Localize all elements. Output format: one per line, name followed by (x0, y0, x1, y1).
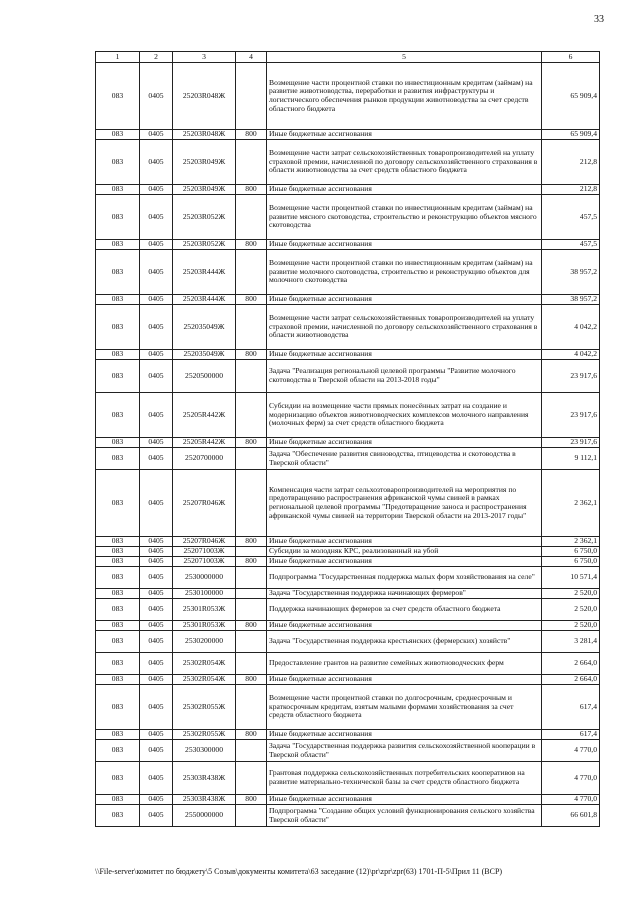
item-name-cell: Возмещение части процентной ставки по инвестиционным кредитам (займам) на развитие животноводства, переработки и развития инфраструктуры и логистического обеспечения рынков продукции животноводства за счет средств областного бюджета (267, 63, 542, 130)
table-row (96, 685, 600, 730)
item-name-cell: Задача "Государственная поддержка начинающих фермеров" (267, 589, 542, 599)
section-code-cell: 0405 (140, 448, 173, 470)
expense-type-cell (236, 305, 267, 350)
item-name-cell: Субсидии на возмещение части прямых понесённых затрат на создание и модернизацию объектов животноводческих комплексов молочного направления (молочных ферм) за счет средств областного бюджета (267, 393, 542, 438)
table-row (96, 567, 600, 589)
expense-type-cell: 800 (236, 621, 267, 631)
gr-code-cell: 083 (96, 589, 140, 599)
table-row (96, 438, 600, 448)
table-row (96, 63, 600, 130)
item-name-cell: Предоставление грантов на развитие семейных животноводческих ферм (267, 653, 542, 675)
amount-cell: 65 909,4 (542, 63, 600, 130)
item-name-cell: Возмещение части процентной ставки по долгосрочным, среднесрочным и краткосрочным кредитам, взятым малыми формами хозяйствования за счет средств областного бюджета (267, 685, 542, 730)
amount-cell: 617,4 (542, 685, 600, 730)
item-name-cell: Иные бюджетные ассигнования (267, 240, 542, 250)
section-code-cell: 0405 (140, 653, 173, 675)
item-name-cell: Иные бюджетные ассигнования (267, 621, 542, 631)
table-row (96, 730, 600, 740)
table-row (96, 185, 600, 195)
expense-type-cell: 800 (236, 730, 267, 740)
target-article-cell: 25301R053Ж (173, 599, 236, 621)
target-article-cell: 25203R052Ж (173, 240, 236, 250)
amount-cell: 457,5 (542, 195, 600, 240)
amount-cell: 23 917,6 (542, 360, 600, 393)
item-name-cell: Иные бюджетные ассигнования (267, 185, 542, 195)
table-row (96, 589, 600, 599)
expense-type-cell (236, 63, 267, 130)
amount-cell: 457,5 (542, 240, 600, 250)
amount-cell: 4 770,0 (542, 795, 600, 805)
target-article-cell: 25203R049Ж (173, 140, 236, 185)
amount-cell: 23 917,6 (542, 438, 600, 448)
expense-type-cell (236, 393, 267, 438)
target-article-cell: 2520700000 (173, 448, 236, 470)
item-name-cell: Иные бюджетные ассигнования (267, 350, 542, 360)
amount-cell: 212,8 (542, 140, 600, 185)
target-article-cell: 25303R438Ж (173, 762, 236, 795)
section-code-cell: 0405 (140, 140, 173, 185)
section-code-cell: 0405 (140, 360, 173, 393)
expense-type-cell (236, 470, 267, 537)
expense-type-cell (236, 653, 267, 675)
item-name-cell: Иные бюджетные ассигнования (267, 675, 542, 685)
gr-code-cell: 083 (96, 621, 140, 631)
expense-type-cell (236, 360, 267, 393)
item-name-cell: Задача "Реализация региональной целевой программы "Развитие молочного скотоводства в Тверской области на 2013-2018 годы" (267, 360, 542, 393)
amount-cell: 617,4 (542, 730, 600, 740)
amount-cell: 2 664,0 (542, 653, 600, 675)
table-row (96, 795, 600, 805)
item-name-cell: Подпрограмма "Государственная поддержка малых форм хозяйствования на селе" (267, 567, 542, 589)
target-article-cell: 2530000000 (173, 567, 236, 589)
gr-code-cell: 083 (96, 295, 140, 305)
gr-code-cell: 083 (96, 685, 140, 730)
amount-cell: 4 770,0 (542, 740, 600, 762)
gr-code-cell: 083 (96, 393, 140, 438)
target-article-cell: 2530300000 (173, 740, 236, 762)
target-article-cell: 252071003Ж (173, 557, 236, 567)
target-article-cell: 25303R438Ж (173, 795, 236, 805)
amount-cell: 2 520,0 (542, 621, 600, 631)
amount-cell: 2 362,1 (542, 470, 600, 537)
section-code-cell: 0405 (140, 185, 173, 195)
table-row (96, 631, 600, 653)
expense-type-cell: 800 (236, 557, 267, 567)
amount-cell: 2 362,1 (542, 537, 600, 547)
expense-type-cell: 800 (236, 185, 267, 195)
section-code-cell: 0405 (140, 537, 173, 547)
gr-code-cell: 083 (96, 185, 140, 195)
expense-type-cell: 800 (236, 537, 267, 547)
gr-code-cell: 083 (96, 470, 140, 537)
table-row (96, 350, 600, 360)
expense-type-cell: 800 (236, 295, 267, 305)
column-header: 3 (173, 52, 236, 63)
gr-code-cell: 083 (96, 130, 140, 140)
target-article-cell: 25205R442Ж (173, 393, 236, 438)
file-path-footer: \\File-server\комитет по бюджету\5 Созыв\документы комитета\63 заседание (12)\pr\zpr\zpr(63) 1701-П-5\Прил 11 (ВСР) (95, 867, 503, 876)
amount-cell: 4 042,2 (542, 350, 600, 360)
section-code-cell: 0405 (140, 805, 173, 827)
item-name-cell: Субсидии за молодняк КРС, реализованный на убой (267, 547, 542, 557)
table-row (96, 240, 600, 250)
section-code-cell: 0405 (140, 470, 173, 537)
column-header: 6 (542, 52, 600, 63)
section-code-cell: 0405 (140, 63, 173, 130)
expense-type-cell: 800 (236, 350, 267, 360)
table-row (96, 740, 600, 762)
item-name-cell: Задача "Государственная поддержка развития сельскохозяйственной кооперации в Тверской области" (267, 740, 542, 762)
gr-code-cell: 083 (96, 653, 140, 675)
expense-type-cell (236, 547, 267, 557)
item-name-cell: Подпрограмма "Создание общих условий функционирования сельского хозяйства Тверской области" (267, 805, 542, 827)
table-body (96, 63, 600, 827)
target-article-cell: 252035049Ж (173, 350, 236, 360)
gr-code-cell: 083 (96, 631, 140, 653)
gr-code-cell: 083 (96, 350, 140, 360)
target-article-cell: 25302R054Ж (173, 653, 236, 675)
section-code-cell: 0405 (140, 250, 173, 295)
section-code-cell: 0405 (140, 795, 173, 805)
amount-cell: 9 112,1 (542, 448, 600, 470)
expense-type-cell (236, 599, 267, 621)
table-row (96, 805, 600, 827)
gr-code-cell: 083 (96, 805, 140, 827)
item-name-cell: Задача "Обеспечение развития свиноводства, птицеводства и скотоводства в Тверской области" (267, 448, 542, 470)
table-row (96, 557, 600, 567)
target-article-cell: 25203R444Ж (173, 250, 236, 295)
amount-cell: 2 520,0 (542, 599, 600, 621)
target-article-cell: 25203R048Ж (173, 63, 236, 130)
amount-cell: 10 571,4 (542, 567, 600, 589)
item-name-cell: Компенсация части затрат сельхозтоваропроизводителей на мероприятия по предотвращению распространения африканской чумы свиней в рамках региональной целевой программы "Предотвращение заноса и распространения африканской чумы свиней на территории Тверской области на 2013-2017 годы" (267, 470, 542, 537)
amount-cell: 6 750,0 (542, 547, 600, 557)
table-row (96, 360, 600, 393)
section-code-cell: 0405 (140, 621, 173, 631)
section-code-cell: 0405 (140, 350, 173, 360)
budget-table (95, 51, 600, 827)
target-article-cell: 25207R046Ж (173, 537, 236, 547)
gr-code-cell: 083 (96, 557, 140, 567)
section-code-cell: 0405 (140, 567, 173, 589)
expense-type-cell (236, 140, 267, 185)
item-name-cell: Иные бюджетные ассигнования (267, 557, 542, 567)
table-row (96, 621, 600, 631)
gr-code-cell: 083 (96, 547, 140, 557)
amount-cell: 38 957,2 (542, 250, 600, 295)
expense-type-cell (236, 567, 267, 589)
section-code-cell: 0405 (140, 438, 173, 448)
gr-code-cell: 083 (96, 599, 140, 621)
expense-type-cell: 800 (236, 438, 267, 448)
column-header: 4 (236, 52, 267, 63)
section-code-cell: 0405 (140, 393, 173, 438)
target-article-cell: 25302R054Ж (173, 675, 236, 685)
amount-cell: 4 042,2 (542, 305, 600, 350)
amount-cell: 3 281,4 (542, 631, 600, 653)
table-row (96, 653, 600, 675)
expense-type-cell (236, 589, 267, 599)
expense-type-cell (236, 195, 267, 240)
target-article-cell: 25302R055Ж (173, 685, 236, 730)
table-row (96, 547, 600, 557)
table-row (96, 393, 600, 438)
item-name-cell: Иные бюджетные ассигнования (267, 537, 542, 547)
page-number: 33 (594, 14, 604, 25)
target-article-cell: 25302R055Ж (173, 730, 236, 740)
table-row (96, 305, 600, 350)
section-code-cell: 0405 (140, 295, 173, 305)
table-row (96, 762, 600, 795)
target-article-cell: 25205R442Ж (173, 438, 236, 448)
gr-code-cell: 083 (96, 305, 140, 350)
target-article-cell: 2530100000 (173, 589, 236, 599)
item-name-cell: Возмещение части затрат сельскохозяйственных товаропроизводителей на уплату страховой премии, начисленной по договору сельскохозяйственного страхования в области животноводства за счет средств областного бюджета (267, 140, 542, 185)
amount-cell: 2 664,0 (542, 675, 600, 685)
target-article-cell: 2520500000 (173, 360, 236, 393)
item-name-cell: Возмещение части процентной ставки по инвестиционным кредитам (займам) на развитие мясного скотоводства, строительство и реконструкцию объектов мясного скотоводства (267, 195, 542, 240)
target-article-cell: 25301R053Ж (173, 621, 236, 631)
item-name-cell: Поддержка начинающих фермеров за счет средств областного бюджета (267, 599, 542, 621)
gr-code-cell: 083 (96, 762, 140, 795)
expense-type-cell (236, 805, 267, 827)
amount-cell: 4 770,0 (542, 762, 600, 795)
expense-type-cell (236, 631, 267, 653)
gr-code-cell: 083 (96, 195, 140, 240)
section-code-cell: 0405 (140, 240, 173, 250)
item-name-cell: Иные бюджетные ассигнования (267, 795, 542, 805)
target-article-cell: 2530200000 (173, 631, 236, 653)
gr-code-cell: 083 (96, 730, 140, 740)
gr-code-cell: 083 (96, 240, 140, 250)
gr-code-cell: 083 (96, 537, 140, 547)
expense-type-cell (236, 762, 267, 795)
gr-code-cell: 083 (96, 360, 140, 393)
amount-cell: 6 750,0 (542, 557, 600, 567)
table-row (96, 470, 600, 537)
table-row (96, 295, 600, 305)
table-row (96, 195, 600, 240)
expense-type-cell (236, 250, 267, 295)
target-article-cell: 25203R048Ж (173, 130, 236, 140)
amount-cell: 2 520,0 (542, 589, 600, 599)
item-name-cell: Иные бюджетные ассигнования (267, 730, 542, 740)
section-code-cell: 0405 (140, 557, 173, 567)
expense-type-cell (236, 448, 267, 470)
target-article-cell: 25203R444Ж (173, 295, 236, 305)
target-article-cell: 25203R049Ж (173, 185, 236, 195)
section-code-cell: 0405 (140, 305, 173, 350)
section-code-cell: 0405 (140, 195, 173, 240)
expense-type-cell: 800 (236, 675, 267, 685)
gr-code-cell: 083 (96, 140, 140, 185)
item-name-cell: Возмещение части затрат сельскохозяйственных товаропроизводителей на уплату страховой премии, начисленной по договору сельскохозяйственного страхования в области животноводства (267, 305, 542, 350)
item-name-cell: Иные бюджетные ассигнования (267, 295, 542, 305)
item-name-cell: Иные бюджетные ассигнования (267, 438, 542, 448)
column-header: 5 (267, 52, 542, 63)
target-article-cell: 252035049Ж (173, 305, 236, 350)
section-code-cell: 0405 (140, 740, 173, 762)
target-article-cell: 252071003Ж (173, 547, 236, 557)
gr-code-cell: 083 (96, 567, 140, 589)
amount-cell: 65 909,4 (542, 130, 600, 140)
amount-cell: 23 917,6 (542, 393, 600, 438)
table-row (96, 140, 600, 185)
item-name-cell: Возмещение части процентной ставки по инвестиционным кредитам (займам) на развитие молочного скотоводства, строительство и реконструкцию объектов для молочного скотоводства (267, 250, 542, 295)
item-name-cell: Грантовая поддержка сельскохозяйственных потребительских кооперативов на развитие материально-технической базы за счет средств областного бюджета (267, 762, 542, 795)
amount-cell: 66 601,8 (542, 805, 600, 827)
gr-code-cell: 083 (96, 250, 140, 295)
section-code-cell: 0405 (140, 675, 173, 685)
table-row (96, 448, 600, 470)
expense-type-cell (236, 685, 267, 730)
expense-type-cell: 800 (236, 240, 267, 250)
item-name-cell: Задача "Государственная поддержка крестьянских (фермерских) хозяйств" (267, 631, 542, 653)
gr-code-cell: 083 (96, 795, 140, 805)
target-article-cell: 2550000000 (173, 805, 236, 827)
expense-type-cell: 800 (236, 795, 267, 805)
column-header: 2 (140, 52, 173, 63)
table-row (96, 250, 600, 295)
section-code-cell: 0405 (140, 631, 173, 653)
target-article-cell: 25203R052Ж (173, 195, 236, 240)
section-code-cell: 0405 (140, 589, 173, 599)
expense-type-cell: 800 (236, 130, 267, 140)
section-code-cell: 0405 (140, 730, 173, 740)
table-row (96, 130, 600, 140)
gr-code-cell: 083 (96, 63, 140, 130)
table-row (96, 599, 600, 621)
amount-cell: 212,8 (542, 185, 600, 195)
expense-type-cell (236, 740, 267, 762)
column-header: 1 (96, 52, 140, 63)
amount-cell: 38 957,2 (542, 295, 600, 305)
table-header-row (96, 52, 600, 63)
table-row (96, 537, 600, 547)
section-code-cell: 0405 (140, 685, 173, 730)
item-name-cell: Иные бюджетные ассигнования (267, 130, 542, 140)
table-row (96, 675, 600, 685)
gr-code-cell: 083 (96, 675, 140, 685)
section-code-cell: 0405 (140, 547, 173, 557)
section-code-cell: 0405 (140, 599, 173, 621)
gr-code-cell: 083 (96, 438, 140, 448)
section-code-cell: 0405 (140, 762, 173, 795)
target-article-cell: 25207R046Ж (173, 470, 236, 537)
gr-code-cell: 083 (96, 740, 140, 762)
section-code-cell: 0405 (140, 130, 173, 140)
gr-code-cell: 083 (96, 448, 140, 470)
